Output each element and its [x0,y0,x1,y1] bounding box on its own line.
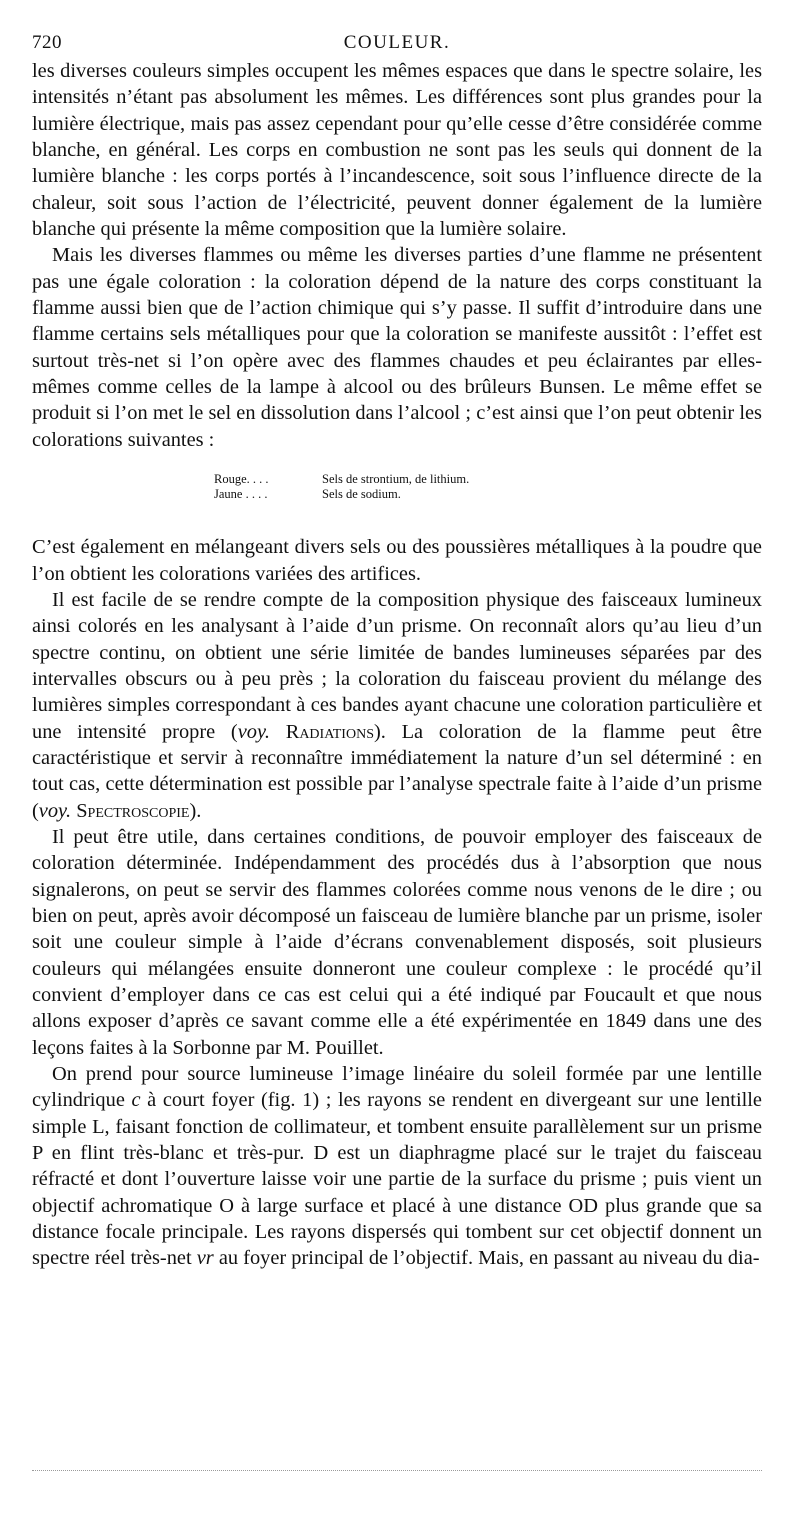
table-row [214,472,762,487]
paragraph-3: C’est également en mélangeant divers sels ou des poussières métalliques à la poudre que l’on obtient les colorations variées des artifices. [32,536,762,585]
colorations-table [214,472,762,502]
voy-abbrev: voy. [38,799,72,822]
paragraph-6 [32,1061,762,1272]
bottom-divider [32,1470,762,1471]
paragraph-1: les diverses couleurs simples occupent les mêmes espaces que dans le spectre solaire, les intensités n’étant pas absolument les mêmes. Les différences sont plus grandes pour la lumière électrique, mais pas assez cependant pour qu’elle cesse d’être considérée comme blanche, en général. Les corps en combustion ne sont pas les seuls qui donnent de la lumière blanche : les corps portés à l’incandescence, soit sous l’influence directe de la chaleur, soit sous l’action de l’électricité, peuvent donner également de la lumière blanche qui présente la même composition que la lumière solaire. [32,60,762,241]
paragraph-6-text-b: à court foyer (fig. 1) ; les rayons se rendent en divergeant sur une lentille simple L, faisant fonction de collimateur, et tombent ensuite parallèlement sur un prisme P en flint très-blanc et très-pur. D est un diaphragme placé sur le trajet du faisceau réfracté et dont l’ouverture laisse voir une partie de la surface du prisme ; puis vient un objectif achromatique O à large surface et placé à une distance OD plus grande que sa distance focale principale. Les rayons dispersés qui tombent sur cet objectif donnent un spectre réel très-net [32,1089,762,1270]
paragraph-4-text-b: ). La coloration de la flamme peut être caractéristique et servir à reconnaître immédiatement la nature d’un sel déterminé : en tout cas, cette détermination est possible par l’analyse spectrale faite à l’aide d’un prisme ( [32,720,762,822]
paragraph-4-text-c: ). [189,799,202,822]
cross-reference-radiations: Radiations [285,720,374,743]
voy-abbrev: voy. [237,720,270,743]
page-header [32,28,762,58]
table-row-label: Rouge. . . . [214,472,269,487]
table-row-value: Sels de strontium, de lithium. [322,472,470,487]
paragraph-4 [32,587,762,824]
paragraph-4-text-a: Il est facile de se rendre compte de la composition physique des faisceaux lumineux ainsi colorés en les analysant à l’aide d’un prisme. On reconnaît alors qu’au lieu d’un spectre continu, on obtient une série limitée de bandes lumineuses séparées par des intervalles obscurs ou à peu près ; la coloration du faisceau provient du mélange des lumières simples correspondant à ces bandes ayant chacune une coloration particulière et une intensité propre ( [32,588,762,743]
lens-symbol-c: c [131,1089,141,1112]
spectrum-symbol-vr: vr [196,1247,214,1270]
cross-reference-spectroscopie: Spectroscopie [76,799,190,822]
running-title: COULEUR. [343,32,451,53]
paragraph-5: Il peut être utile, dans certaines conditions, de pouvoir employer des faisceaux de coloration déterminée. Indépendamment des procédés dus à l’absorption que nous signalerons, on peut se servir des flammes colorées comme nous venons de le dire ; ou bien on peut, après avoir décomposé un faisceau de lumière blanche par un prisme, isoler soit une couleur simple à l’aide d’écrans convenablement disposés, soit plusieurs couleurs qui mélangées ensuite donneront une couleur complexe : le procédé qu’il convient d’employer dans ce cas est celui qui a été indiqué par Foucault et que nous allons exposer d’après ce savant comme elle a été expérimentée en 1849 dans une des leçons faites à la Sorbonne par M. Pouillet. [32,825,762,1059]
table-row-value: Sels de sodium. [322,487,401,502]
paragraph-6-text-a: On prend pour source lumineuse l’image linéaire du soleil formée par une lentille cylindrique [32,1063,762,1112]
table-row-label: Jaune . . . . [214,487,268,502]
document-page [32,28,762,1272]
table-row [214,487,762,502]
page-number: 720 [32,32,62,53]
paragraph-2: Mais les diverses flammes ou même les diverses parties d’une flamme ne présentent pas une égale coloration : la coloration dépend de la nature des corps constituant la flamme aussi bien que de l’action chimique qui s’y passe. Il suffit d’introduire dans une flamme certains sels métalliques pour que la coloration se manifeste aussitôt : l’effet est surtout très-net si l’on opère avec des flammes chaudes et peu éclairantes par elles-mêmes comme celles de la lampe à alcool ou des brûleurs Bunsen. Le même effet se produit si l’on met le sel en dissolution dans l’alcool ; c’est ainsi que l’on peut obtenir les colorations suivantes : [32,244,762,451]
paragraph-6-text-d: au foyer principal de l’objectif. Mais, en passant au niveau du dia- [213,1247,760,1270]
